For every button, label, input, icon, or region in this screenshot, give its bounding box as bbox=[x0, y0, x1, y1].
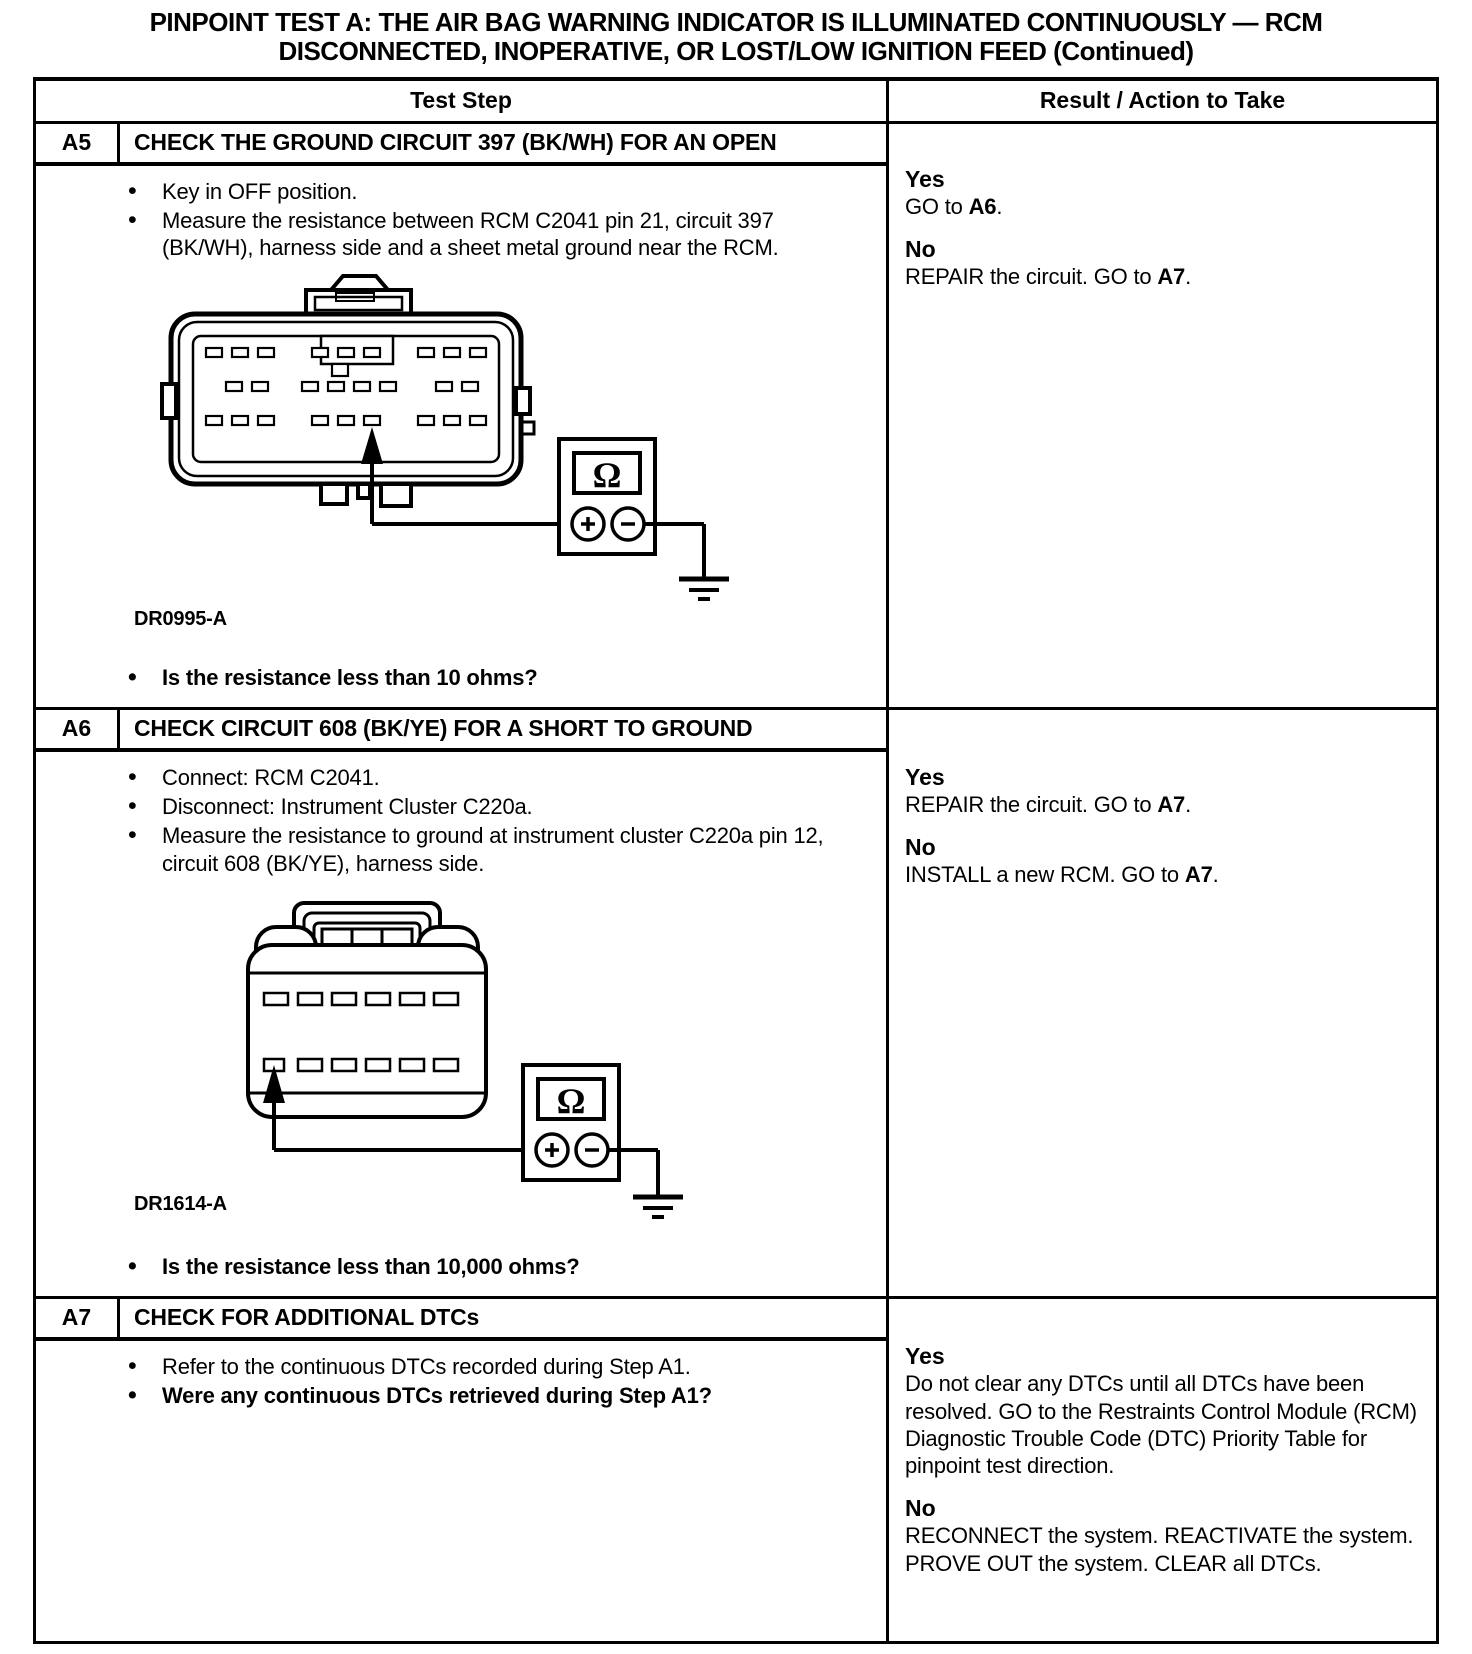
table-row bbox=[36, 707, 1436, 1296]
result-no-label: No bbox=[905, 1495, 936, 1522]
result-text-segment: . bbox=[1185, 791, 1192, 817]
ohm-symbol-text: Ω bbox=[592, 454, 622, 495]
goto-step-ref: A7 bbox=[1157, 264, 1186, 290]
result-yes-text bbox=[905, 791, 1424, 818]
page-title-line1: PINPOINT TEST A: THE AIR BAG WARNING INDICATOR IS ILLUMINATED CONTINUOUSLY — RCM bbox=[149, 7, 1323, 37]
step-body-a6 bbox=[36, 752, 886, 1296]
page-title-line2: DISCONNECTED, INOPERATIVE, OR LOST/LOW IGNITION FEED (Continued) bbox=[278, 36, 1194, 67]
step-id-a7: A7 bbox=[36, 1299, 120, 1337]
result-text-segment: Do not clear any DTCs until all DTCs have been resolved. GO to the Restraints Control Module (RCM) Diagnostic Trouble Code (DTC) Priority Table for pinpoint test direction. bbox=[905, 1371, 1417, 1479]
result-no-label: No bbox=[905, 834, 936, 861]
test-instruction: • Measure the resistance between RCM C2041 pin 21, circuit 397 (BK/WH), harness side and a sheet metal ground near the RCM. bbox=[128, 207, 868, 262]
cluster-connector-diagram bbox=[36, 887, 776, 1239]
result-no-text bbox=[905, 861, 1424, 888]
result-text-segment: . bbox=[1185, 264, 1192, 290]
ground-symbol bbox=[633, 1197, 683, 1217]
ohm-symbol-text: Ω bbox=[556, 1080, 586, 1121]
result-text-segment: REPAIR the circuit. GO to bbox=[905, 264, 1158, 290]
goto-step-ref: A7 bbox=[1157, 791, 1186, 817]
connector-side-notch bbox=[162, 384, 176, 418]
table-row bbox=[36, 124, 1436, 707]
table-header-row bbox=[36, 81, 1436, 124]
test-instruction: • Refer to the continuous DTCs recorded during Step A1. bbox=[128, 1353, 868, 1380]
result-no bbox=[905, 1495, 1424, 1577]
result-text-segment: . bbox=[996, 193, 1003, 219]
page-title bbox=[33, 8, 1439, 67]
connector-lock-tab bbox=[331, 276, 388, 290]
result-yes-label: Yes bbox=[905, 1343, 945, 1370]
step-body-a5 bbox=[36, 166, 886, 707]
column-header-result: Result / Action to Take bbox=[1039, 86, 1286, 113]
result-no bbox=[905, 834, 1424, 888]
connector-pin-row-bottom bbox=[206, 416, 486, 425]
test-question: • Is the resistance less than 10,000 ohms? bbox=[128, 1253, 868, 1280]
figure-label: DR0995-A bbox=[134, 607, 227, 630]
column-header-test-step: Test Step bbox=[36, 81, 889, 121]
step-id-a6: A6 bbox=[36, 710, 120, 748]
test-question: • Were any continuous DTCs retrieved during Step A1? bbox=[128, 1382, 868, 1409]
step-title-a6: CHECK CIRCUIT 608 (BK/YE) FOR A SHORT TO GROUND bbox=[134, 714, 753, 741]
question-list-a6 bbox=[36, 1253, 886, 1280]
test-step-cell-a5 bbox=[36, 124, 889, 707]
result-text-segment: INSTALL a new RCM. GO to bbox=[905, 862, 1185, 888]
pinpoint-test-table bbox=[33, 77, 1439, 1644]
result-text-segment: GO to bbox=[905, 193, 969, 219]
table-row bbox=[36, 1296, 1436, 1641]
test-instruction: • Connect: RCM C2041. bbox=[128, 764, 868, 791]
step-id-a5: A5 bbox=[36, 124, 120, 162]
step-title-a7: CHECK FOR ADDITIONAL DTCs bbox=[134, 1304, 480, 1331]
result-cell-a7 bbox=[889, 1299, 1436, 1641]
instruction-list-a7 bbox=[36, 1353, 886, 1410]
test-question: • Is the resistance less than 10 ohms? bbox=[128, 664, 868, 691]
test-step-cell-a6 bbox=[36, 710, 889, 1296]
step-title-a5: CHECK THE GROUND CIRCUIT 397 (BK/WH) FOR AN OPEN bbox=[134, 128, 777, 155]
step-header-a6 bbox=[36, 710, 886, 752]
result-yes-label: Yes bbox=[905, 165, 945, 192]
result-yes bbox=[905, 764, 1424, 818]
result-cell-a6 bbox=[889, 710, 1436, 1296]
connector-body bbox=[248, 945, 486, 1117]
result-text-segment: . bbox=[1212, 862, 1219, 888]
test-instruction: • Measure the resistance to ground at instrument cluster C220a pin 12, circuit 608 (BK/YE), harness side. bbox=[128, 822, 868, 877]
test-step-cell-a7 bbox=[36, 1299, 889, 1641]
step-body-a7 bbox=[36, 1341, 886, 1641]
instruction-list-a5 bbox=[36, 178, 886, 262]
result-yes-label: Yes bbox=[905, 763, 945, 790]
figure-label: DR1614-A bbox=[134, 1192, 227, 1215]
result-yes-text bbox=[905, 193, 1424, 220]
result-yes bbox=[905, 166, 1424, 220]
step-header-a5 bbox=[36, 124, 886, 166]
result-text-segment: RECONNECT the system. REACTIVATE the system. PROVE OUT the system. CLEAR all DTCs. bbox=[905, 1523, 1414, 1576]
step-header-a7 bbox=[36, 1299, 886, 1341]
result-yes bbox=[905, 1343, 1424, 1479]
goto-step-ref: A6 bbox=[968, 193, 997, 219]
instruction-list-a6 bbox=[36, 764, 886, 877]
result-yes-text bbox=[905, 1370, 1424, 1479]
test-instruction: • Disconnect: Instrument Cluster C220a. bbox=[128, 793, 868, 820]
result-no-text bbox=[905, 263, 1424, 290]
rcm-connector-figure bbox=[36, 272, 886, 650]
ground-symbol bbox=[679, 579, 729, 599]
result-text-segment: REPAIR the circuit. GO to bbox=[905, 791, 1158, 817]
test-instruction: • Key in OFF position. bbox=[128, 178, 868, 205]
connector-side-notch bbox=[516, 388, 530, 414]
cluster-connector-figure bbox=[36, 887, 886, 1239]
result-no-label: No bbox=[905, 236, 936, 263]
rcm-connector-diagram bbox=[36, 272, 776, 646]
goto-step-ref: A7 bbox=[1184, 862, 1213, 888]
result-no bbox=[905, 236, 1424, 290]
question-list-a5 bbox=[36, 664, 886, 691]
result-cell-a5 bbox=[889, 124, 1436, 707]
result-no-text bbox=[905, 1522, 1424, 1577]
connector-pin-row-top bbox=[206, 348, 486, 357]
